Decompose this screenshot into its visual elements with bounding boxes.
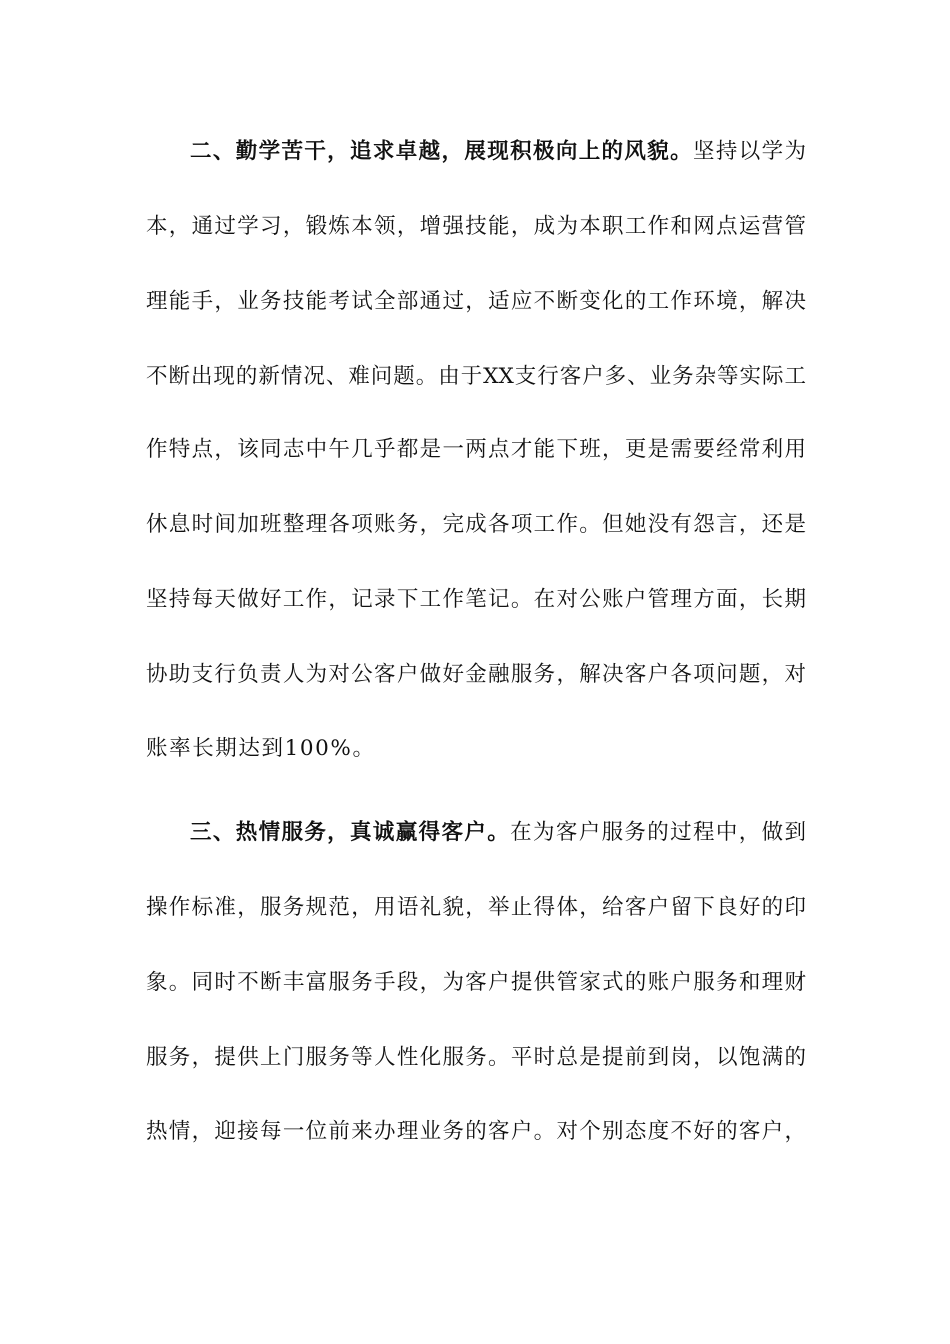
paragraph-line: 休息时间加班整理各项账务，完成各项工作。但她没有怨言，还是	[146, 512, 806, 537]
paragraph-line: 作特点，该同志中午几乎都是一两点才能下班，更是需要经常利用	[146, 437, 806, 462]
paragraph-line: 服务，提供上门服务等人性化服务。平时总是提前到岗，以饱满的	[146, 1045, 806, 1070]
paragraph-line: 本，通过学习，锻炼本领，增强技能，成为本职工作和网点运营管	[146, 214, 806, 239]
paragraph-line: 坚持每天做好工作，记录下工作笔记。在对公账户管理方面，长期	[146, 587, 806, 612]
paragraph-text: 坚持以学为	[693, 139, 806, 164]
section-heading: 三、热情服务，真诚赢得客户。	[190, 820, 511, 845]
paragraph-line: 账率长期达到100%。	[146, 736, 376, 761]
paragraph-line: 不断出现的新情况、难问题。由于XX支行客户多、业务杂等实际工	[146, 364, 806, 389]
paragraph-text: 在为客户服务的过程中，做到	[510, 820, 806, 845]
section-heading: 二、勤学苦干，追求卓越，展现积极向上的风貌。	[190, 139, 694, 164]
paragraph-line: 热情，迎接每一位前来办理业务的客户。对个别态度不好的客户，	[146, 1119, 806, 1144]
paragraph-line: 象。同时不断丰富服务手段，为客户提供管家式的账户服务和理财	[146, 970, 806, 995]
paragraph-line: 协助支行负责人为对公客户做好金融服务，解决客户各项问题，对	[146, 662, 806, 687]
paragraph-line: 理能手，业务技能考试全部通过，适应不断变化的工作环境，解决	[146, 289, 806, 314]
paragraph-line	[190, 813, 806, 853]
paragraph-line	[190, 132, 806, 172]
paragraph-line: 操作标准，服务规范，用语礼貌，举止得体，给客户留下良好的印	[146, 895, 806, 920]
